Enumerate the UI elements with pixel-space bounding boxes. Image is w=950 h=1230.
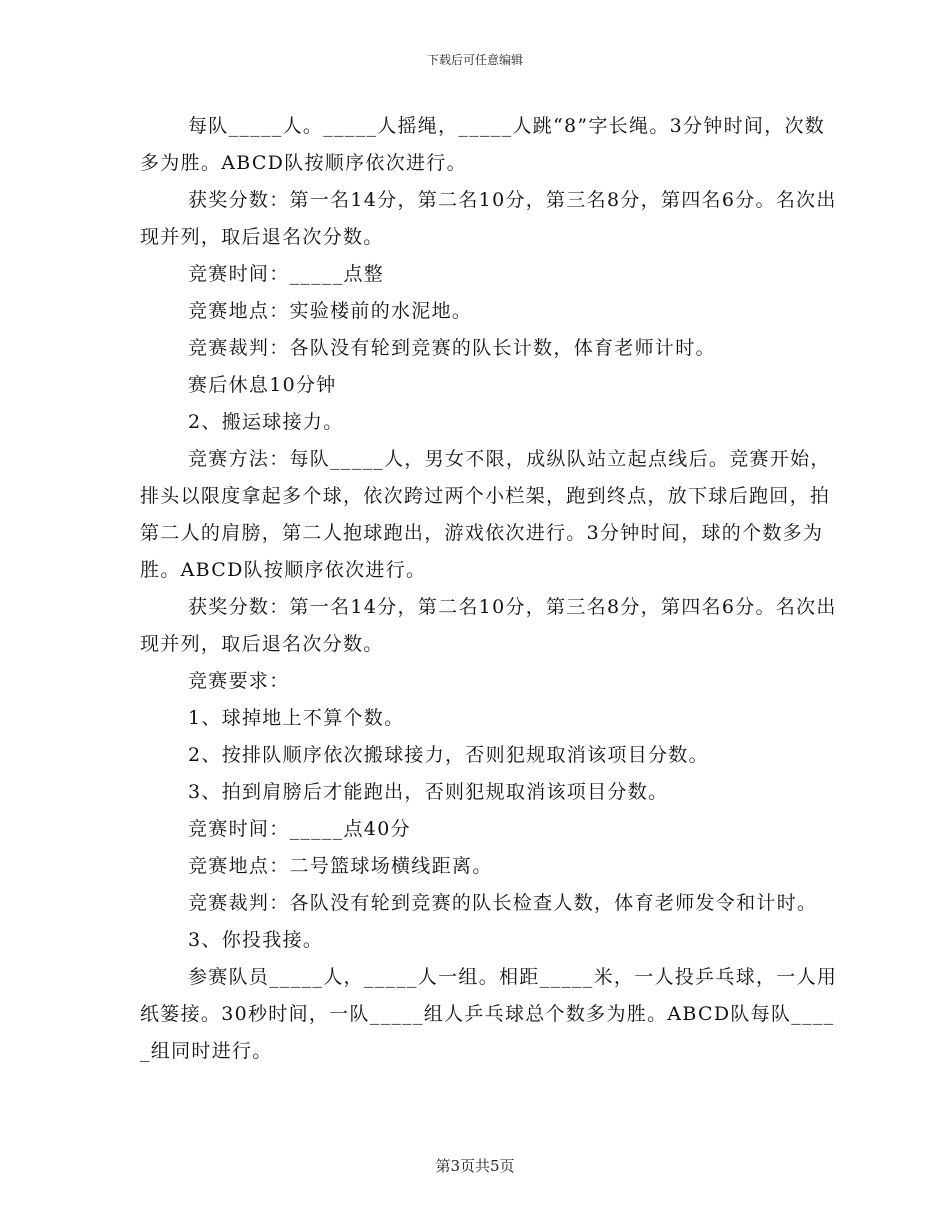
paragraph-rope-scores: 获奖分数：第一名14分，第二名10分，第三名8分，第四名6分。名次出现并列，取后退名次分数。 <box>140 189 837 248</box>
requirement-item-2: 2、按排队顺序依次搬球接力，否则犯规取消该项目分数。 <box>188 744 709 766</box>
section-heading-ball-relay: 2、搬运球接力。 <box>188 411 344 433</box>
requirement-item-1: 1、球掉地上不算个数。 <box>188 707 405 729</box>
page-number-footer: 第3页共5页 <box>435 1157 515 1175</box>
paragraph-throw-rules: 参赛队员_____人，_____人一组。相距_____米，一人投乒乓球，一人用纸篓接。30秒时间，一队_____组人乒乓球总个数多为胜。ABCD队每队_____组同时进行。 <box>140 966 838 1062</box>
paragraph-relay-referee: 竞赛裁判：各队没有轮到竞赛的队长检查人数，体育老师发令和计时。 <box>188 892 818 914</box>
section-heading-throw-catch: 3、你投我接。 <box>188 929 324 951</box>
paragraph-rope-location: 竞赛地点：实验楼前的水泥地。 <box>188 300 473 322</box>
page-header: 下载后可任意编辑 <box>426 53 523 67</box>
document-body <box>140 108 840 1070</box>
paragraph-relay-scores: 获奖分数：第一名14分，第二名10分，第三名8分，第四名6分。名次出现并列，取后退名次分数。 <box>140 596 837 655</box>
paragraph-rope-rules: 每队_____人。_____人摇绳，_____人跳“8”字长绳。3分钟时间，次数多为胜。ABCD队按顺序依次进行。 <box>140 115 826 174</box>
paragraph-rope-time: 竞赛时间：_____点整 <box>188 263 385 285</box>
paragraph-relay-location: 竞赛地点：二号篮球场横线距离。 <box>188 855 493 877</box>
paragraph-relay-requirements: 竞赛要求： <box>188 670 290 692</box>
paragraph-rope-referee: 竞赛裁判：各队没有轮到竞赛的队长计数，体育老师计时。 <box>188 337 716 359</box>
paragraph-relay-time: 竞赛时间：_____点40分 <box>188 818 411 840</box>
paragraph-relay-method: 竞赛方法：每队_____人，男女不限，成纵队站立起点线后。竞赛开始，排头以限度拿起多个球，依次跨过两个小栏架，跑到终点，放下球后跑回，拍第二人的肩膀，第二人抱球跑出，游戏依次进行。3分钟时间，球的个数多为胜。ABCD队按顺序依次进行。 <box>140 448 831 581</box>
requirement-item-3: 3、拍到肩膀后才能跑出，否则犯规取消该项目分数。 <box>188 781 669 803</box>
paragraph-rest: 赛后休息10分钟 <box>188 374 337 396</box>
